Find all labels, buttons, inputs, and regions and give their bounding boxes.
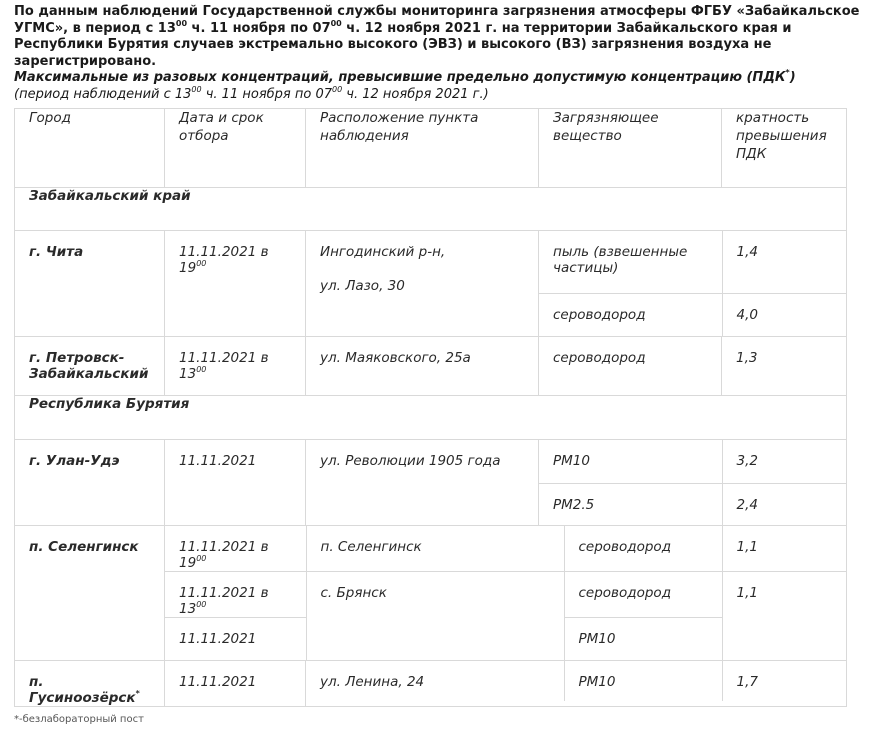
ratio-value: 1,1 <box>736 539 758 555</box>
city-name <box>29 661 150 706</box>
header-pollutant: Загрязняющее вещество <box>539 109 722 188</box>
pollutant-cell <box>539 440 722 483</box>
location-cell <box>306 526 564 572</box>
date-value <box>179 572 292 617</box>
header-date: Дата и срок отбора <box>165 109 306 188</box>
superscript: 00 <box>196 554 207 563</box>
location-text: ул. Маяковского, 25а <box>320 350 471 366</box>
date-value: 11.11.2021 <box>179 453 257 469</box>
city-name: г. Улан-Удэ <box>29 453 120 469</box>
ratio-cell <box>722 440 847 483</box>
observation-period <box>14 84 860 104</box>
ratio-value: 1,4 <box>736 244 758 260</box>
sub-row <box>306 661 847 701</box>
table-subtitle <box>14 70 860 87</box>
superscript: 00 <box>191 84 202 94</box>
pollutant-cell <box>564 618 722 660</box>
location-cell <box>306 231 539 337</box>
date-value: 11.11.2021 <box>179 631 257 647</box>
city-name: п. Селенгинск <box>29 539 139 555</box>
ratio-cell <box>722 483 847 525</box>
header-ratio: кратность превышения ПДК <box>722 109 847 188</box>
pollutant-text: РМ10 <box>553 453 590 469</box>
city-cell <box>15 231 165 337</box>
date-value: 11.11.2021 <box>179 673 257 690</box>
date-cell <box>165 618 306 660</box>
pollutant-cell <box>564 572 722 618</box>
ratio-cell <box>722 526 847 572</box>
date-value <box>179 526 292 571</box>
table-row <box>15 337 847 396</box>
location-text: ул. Революции 1905 года <box>320 453 501 469</box>
intro-text: По данным наблюдений Государственной службы мониторинга загрязнения атмосферы ФГБУ «Забайкальское УГМС», в период с 13 <box>14 4 860 36</box>
intro-text: ч. 11 ноября по 07 <box>187 20 331 36</box>
date-text: 11.11.2021 в 13 <box>179 585 269 617</box>
ratio-value: 1,7 <box>736 673 758 690</box>
ratio-value: 3,2 <box>736 453 758 469</box>
ratio-cell <box>722 293 847 336</box>
subtitle-text: Максимальные из разовых концентраций, превысившие предельно допустимую концентрацию (ПДК <box>14 70 786 85</box>
ratio-cell <box>722 231 847 293</box>
location-cell <box>306 661 564 701</box>
table-row <box>15 526 847 661</box>
location-cell <box>306 337 539 396</box>
superscript: * <box>785 68 790 77</box>
city-name: г. Петровск-Забайкальский <box>29 350 149 382</box>
table-row <box>15 231 847 337</box>
date-value <box>179 337 291 382</box>
pollutant-text: РМ10 <box>578 631 616 647</box>
period-text: ч. 12 ноября 2021 г.) <box>342 86 489 102</box>
pollutant-row <box>539 440 847 483</box>
footnote: *-безлабораторный пост <box>14 714 144 725</box>
period-text: ч. 11 ноября по 07 <box>201 86 332 102</box>
pollutant-text: пыль (взвешенные частицы) <box>553 244 688 276</box>
location-text: с. Брянск <box>320 585 387 601</box>
superscript: 00 <box>175 18 188 28</box>
date-cell <box>165 526 306 572</box>
ratio-cell <box>722 661 847 701</box>
pollutant-subtable <box>539 440 847 525</box>
gusinoozersk-group <box>306 660 847 706</box>
region-title: Забайкальский край <box>15 188 847 231</box>
table-row <box>15 660 847 706</box>
pollutant-text: сероводород <box>553 306 646 323</box>
pollutant-text: сероводород <box>578 539 672 555</box>
location-text: Ингодинский р-н, <box>320 244 446 260</box>
city-cell <box>15 660 165 706</box>
ratio-value: 1,1 <box>736 585 758 601</box>
intro-text: ч. 12 ноября 2021 г. на территории Забайкальского края и Республики Бурятия случаев экстремально высокого (ЭВЗ) и высокого (ВЗ) загрязнения воздуха не зарегистрировано. <box>14 20 792 69</box>
city-cell <box>15 440 165 526</box>
region-row <box>15 188 847 231</box>
city-name: г. Чита <box>29 244 84 260</box>
ratio-value: 2,4 <box>736 496 758 513</box>
selenginsk-group <box>165 526 847 661</box>
pollutant-row <box>539 293 847 336</box>
date-cell <box>165 337 306 396</box>
pollutant-subtable <box>539 231 847 336</box>
pollutant-cell <box>564 661 722 701</box>
sub-row <box>165 526 847 572</box>
intro-block <box>14 4 860 103</box>
date-value <box>179 231 291 276</box>
superscript: 00 <box>331 84 343 94</box>
superscript: * <box>135 688 140 698</box>
location-cell <box>306 440 539 526</box>
subtitle-text: ) <box>789 70 796 85</box>
ratio-cell <box>722 572 847 660</box>
location-text: ул. Лазо, 30 <box>320 278 405 294</box>
pollutant-cell <box>539 337 722 396</box>
pollutant-cell <box>539 293 722 336</box>
region-title: Республика Бурятия <box>15 396 847 440</box>
pollutant-text: РМ10 <box>578 673 616 690</box>
period-text: (период наблюдений с 13 <box>14 86 192 102</box>
pollutant-row <box>539 231 847 293</box>
pollutant-text: сероводород <box>553 350 646 366</box>
date-cell <box>165 440 306 526</box>
location-text: ул. Ленина, 24 <box>320 673 425 690</box>
header-city: Город <box>15 109 165 188</box>
table-header-row <box>15 109 847 188</box>
gusinoozersk-subtable <box>306 661 847 701</box>
header-location: Расположение пункта наблюдения <box>306 109 539 188</box>
superscript: 00 <box>196 259 207 268</box>
ratio-value: 1,3 <box>736 350 758 366</box>
pollutant-cell <box>539 231 722 293</box>
pollutant-cell <box>539 483 722 525</box>
city-text: п. Гусиноозёрск <box>29 673 136 706</box>
date-text: 11.11.2021 в 19 <box>179 539 269 571</box>
city-cell <box>15 337 165 396</box>
pollutant-group <box>539 231 847 337</box>
date-cell <box>165 231 306 337</box>
table-row <box>15 440 847 526</box>
region-row <box>15 396 847 440</box>
selenginsk-subtable <box>165 526 847 660</box>
location-cell <box>306 572 564 660</box>
superscript: 00 <box>330 18 342 28</box>
date-cell <box>165 660 306 706</box>
location-text: п. Селенгинск <box>320 539 422 555</box>
pollution-table <box>14 108 847 707</box>
intro-paragraph <box>14 4 860 70</box>
date-cell <box>165 572 306 618</box>
pollutant-text: РМ2.5 <box>553 496 595 513</box>
ratio-cell <box>722 337 847 396</box>
pollutant-row <box>539 483 847 525</box>
date-text: 11.11.2021 в 13 <box>179 350 269 382</box>
date-text: 11.11.2021 в 19 <box>179 244 269 276</box>
city-cell <box>15 526 165 661</box>
pollutant-group <box>539 440 847 526</box>
ratio-value: 4,0 <box>736 306 758 323</box>
superscript: 00 <box>196 365 207 374</box>
superscript: 00 <box>196 600 207 609</box>
sub-row <box>165 572 847 618</box>
pollutant-cell <box>564 526 722 572</box>
pollutant-text: сероводород <box>578 585 672 601</box>
